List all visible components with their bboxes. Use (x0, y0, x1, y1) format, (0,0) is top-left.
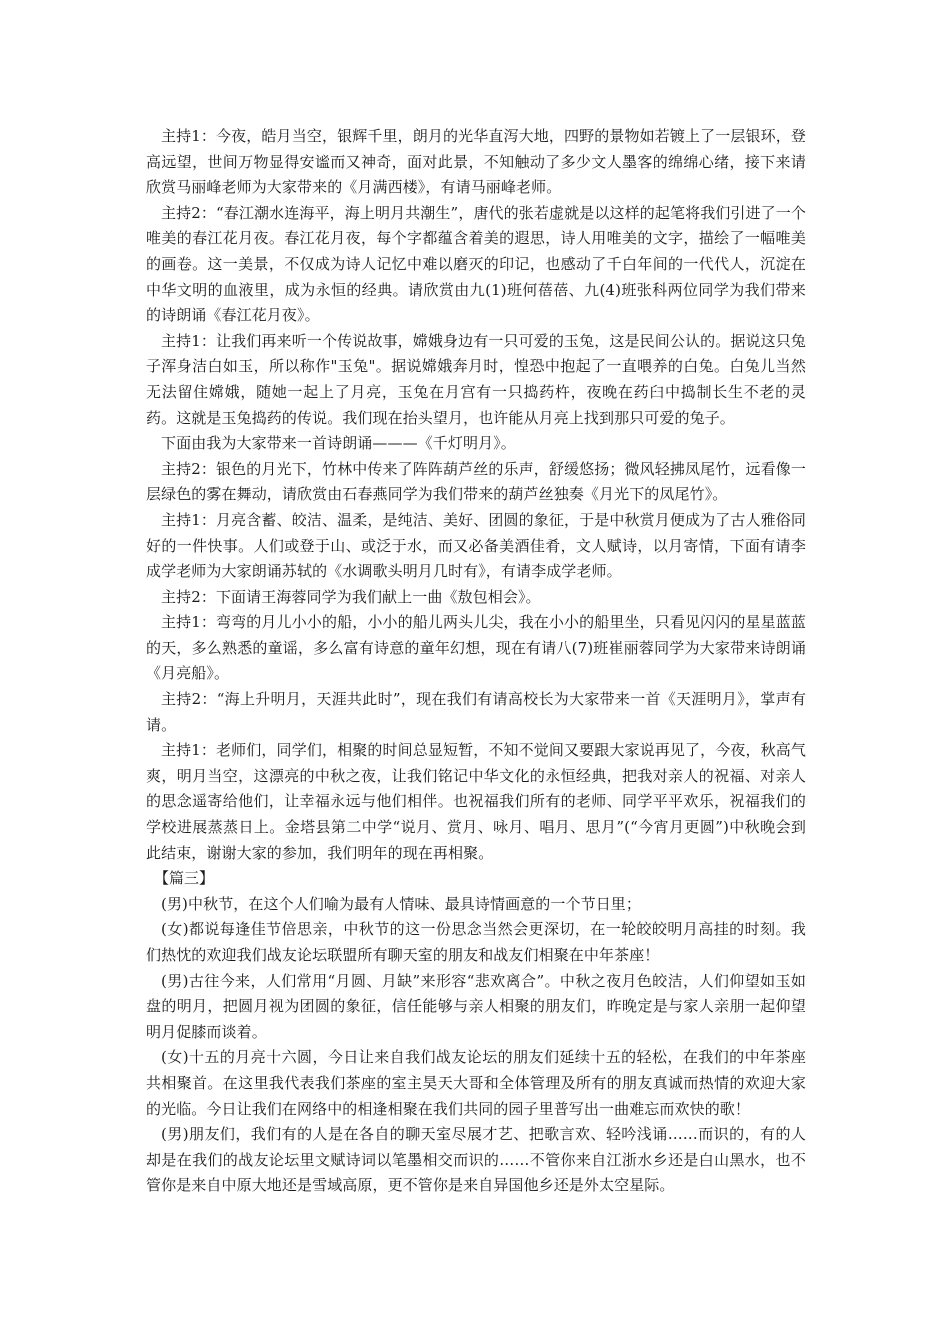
dialogue-paragraph: (男)古往今来，人们常用“月圆、月缺”来形容“悲欢离合”。中秋之夜月色皎洁，人们仰望如玉如盘的明月，把圆月视为团圆的象征，信任能够与亲人相聚的朋友们，昨晚定是与家人亲朋一起仰望明月促膝而谈着。 (146, 971, 806, 1041)
dialogue-paragraph: (女)都说每逢佳节倍思亲，中秋节的这一份思念当然会更深切，在一轮皎皎明月高挂的时刻。我们热忱的欢迎我们战友论坛联盟所有聊天室的朋友和战友们相聚在中年茶座！ (146, 920, 806, 964)
paragraph: 主持2：下面请王海蓉同学为我们献上一曲《敖包相会》。 (161, 587, 541, 606)
paragraph: 主持1：老师们，同学们，相聚的时间总显短暂，不知不觉间又要跟大家说再见了，今夜，秋高气爽，明月当空，这漂亮的中秋之夜，让我们铭记中华文化的永恒经典，把我对亲人的祝福、对亲人的思念遥寄给他们，让幸福永远与他们相伴。也祝福我们所有的老师、同学平平欢乐，祝福我们的学校进展蒸蒸日上。金塔县第二中学“说月、赏月、咏月、唱月、思月”(“今宵月更圆”)中秋晚会到此结束，谢谢大家的参加，我们明年的现在再相聚。 (146, 741, 806, 862)
paragraph: 主持1：弯弯的月儿小小的船，小小的船儿两头儿尖，我在小小的船里坐，只看见闪闪的星星蓝蓝的天，多么熟悉的童谣，多么富有诗意的童年幻想，现在有请八(7)班崔丽蓉同学为大家带来诗朗诵《月亮船》。 (146, 613, 806, 683)
paragraph: 主持1：今夜，皓月当空，银辉千里，朗月的光华直泻大地，四野的景物如若镀上了一层银环，登高远望，世间万物显得安谧而又神奇，面对此景，不知触动了多少文人墨客的绵绵心绪，接下来请欣赏马丽峰老师为大家带来的《月满西楼》，有请马丽峰老师。 (146, 127, 806, 197)
paragraph: 主持2：“海上升明月，天涯共此时”，现在我们有请高校长为大家带来一首《天涯明月》，掌声有请。 (146, 690, 806, 734)
dialogue-paragraph: (男)朋友们，我们有的人是在各自的聊天室尽展才艺、把歌言欢、轻吟浅诵……而识的，有的人却是在我们的战友论坛里文赋诗词以笔墨相交而识的……不管你来自江浙水乡还是白山黑水，也不管你是来自中原大地还是雪域高原，更不管你是来自异国他乡还是外太空星际。 (146, 1125, 806, 1195)
paragraph: 主持1：月亮含蓄、皎洁、温柔，是纯洁、美好、团圆的象征，于是中秋赏月便成为了古人雅俗同好的一件快事。人们或登于山、或泛于水，而又必备美酒佳肴，文人赋诗，以月寄情，下面有请李成学老师为大家朗诵苏轼的《水调歌头明月几时有》，有请李成学老师。 (146, 510, 806, 581)
paragraph: 下面由我为大家带来一首诗朗诵———《千灯明月》。 (161, 434, 516, 453)
dialogue-paragraph: (男)中秋节，在这个人们喻为最有人情味、最具诗情画意的一个节日里； (161, 894, 642, 913)
section-heading: 【篇三】 (154, 869, 215, 888)
document-body (146, 124, 806, 1199)
paragraph: 主持2：“春江潮水连海平，海上明月共潮生”，唐代的张若虚就是以这样的起笔将我们引进了一个唯美的春江花月夜。春江花月夜，每个字都蕴含着美的遐思，诗人用唯美的文字，描绘了一幅唯美的画卷。这一美景，不仅成为诗人记忆中难以磨灭的印记，也感动了千白年间的一代代人，沉淀在中华文明的血液里，成为永恒的经典。请欣赏由九(1)班何蓓蓓、九(4)班张科两位同学为我们带来的诗朗诵《春江花月夜》。 (146, 203, 806, 325)
paragraph: 主持1：让我们再来听一个传说故事，嫦娥身边有一只可爱的玉兔，这是民间公认的。据说这只兔子浑身洁白如玉，所以称作"玉兔"。据说嫦娥奔月时，惶恐中抱起了一直喂养的白兔。白兔儿当然无法留住嫦娥，随她一起上了月亮，玉兔在月宫有一只捣药杵，夜晚在药臼中捣制长生不老的灵药。这就是玉兔捣药的传说。我们现在抬头望月，也许能从月亮上找到那只可爱的兔子。 (146, 331, 806, 427)
dialogue-paragraph: (女)十五的月亮十六圆，今日让来自我们战友论坛的朋友们延续十五的轻松，在我们的中年茶座共相聚首。在这里我代表我们茶座的室主昊天大哥和全体管理及所有的朋友真诚而热情的欢迎大家的光临。今日让我们在网络中的相逢相聚在我们共同的园子里普写出一曲难忘而欢快的歌！ (146, 1048, 806, 1118)
paragraph: 主持2：银色的月光下，竹林中传来了阵阵葫芦丝的乐声，舒缓悠扬；微风轻拂凤尾竹，远看像一层绿色的雾在舞动，请欣赏由石春燕同学为我们带来的葫芦丝独奏《月光下的凤尾竹》。 (146, 459, 806, 504)
